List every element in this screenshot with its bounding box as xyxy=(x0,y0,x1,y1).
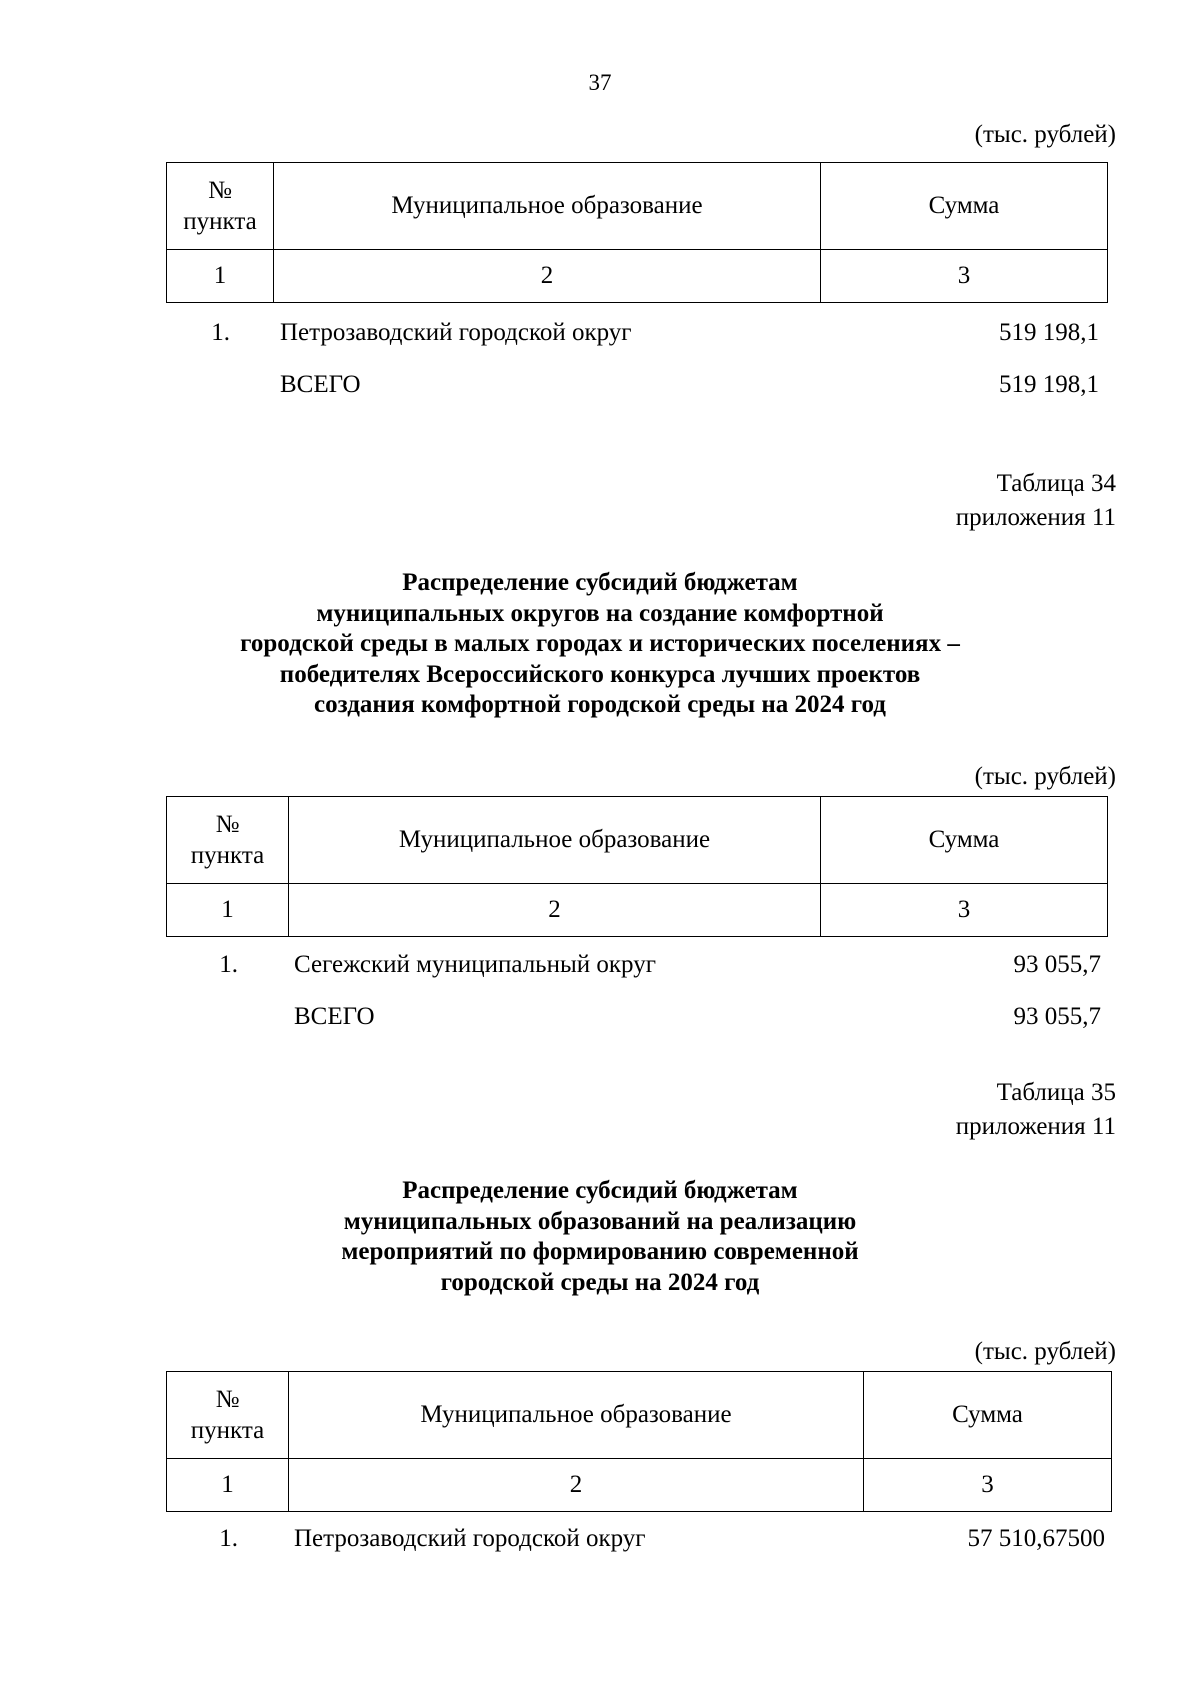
header-num: № пункта xyxy=(167,797,289,884)
table-number: Таблица 35 xyxy=(996,1079,1116,1106)
header-num: № пункта xyxy=(167,163,274,250)
title-line: мероприятий по формированию современной xyxy=(341,1238,859,1265)
row-sum: 57 510,67500 xyxy=(967,1525,1105,1552)
title-line: Распределение субсидий бюджетам xyxy=(402,569,798,596)
table-row-total xyxy=(166,368,1107,402)
row-number: 1. xyxy=(219,951,238,978)
row-municipality: Сегежский муниципальный округ xyxy=(294,951,656,978)
table-header xyxy=(166,162,1108,303)
header-col-1: 1 xyxy=(167,884,289,937)
total-label: ВСЕГО xyxy=(280,371,361,398)
header-municipality: Муниципальное образование xyxy=(274,163,821,250)
header-sum: Сумма xyxy=(821,797,1108,884)
header-municipality: Муниципальное образование xyxy=(289,1372,864,1459)
title-line: муниципальных округов на создание комфортной xyxy=(316,599,884,627)
unit-label: (тыс. рублей) xyxy=(974,1338,1116,1365)
appendix-reference: приложения 11 xyxy=(955,1113,1116,1140)
appendix-reference: приложения 11 xyxy=(955,504,1116,531)
row-number: 1. xyxy=(219,1525,238,1552)
header-col-3: 3 xyxy=(864,1459,1112,1512)
table-number: Таблица 34 xyxy=(996,470,1116,497)
title-line: городской среды на 2024 год xyxy=(440,1268,760,1296)
header-col-3: 3 xyxy=(821,250,1108,303)
page-number: 37 xyxy=(588,70,612,95)
row-municipality: Петрозаводский городской округ xyxy=(280,319,632,346)
table-35-header xyxy=(166,1371,1112,1512)
header-sum: Сумма xyxy=(864,1372,1112,1459)
header-col-1: 1 xyxy=(167,250,274,303)
table-34-header xyxy=(166,796,1108,937)
table-row xyxy=(166,1522,1111,1556)
header-col-2: 2 xyxy=(289,1459,864,1512)
row-municipality: Петрозаводский городской округ xyxy=(294,1525,646,1552)
table-34-label xyxy=(956,467,1116,535)
title-line: городской среды в малых городах и исторических поселениях – xyxy=(240,630,960,657)
title-line: создания комфортной городской среды на 2024 год xyxy=(314,691,886,718)
total-label: ВСЕГО xyxy=(294,1003,375,1030)
table-row xyxy=(166,316,1107,350)
table-35-label xyxy=(956,1076,1116,1144)
header-col-1: 1 xyxy=(167,1459,289,1512)
header-num: № пункта xyxy=(167,1372,289,1459)
title-line: Распределение субсидий бюджетам xyxy=(402,1177,798,1204)
header-col-3: 3 xyxy=(821,884,1108,937)
table-34-title xyxy=(0,568,1200,721)
table-35-title xyxy=(0,1176,1200,1298)
unit-label: (тыс. рублей) xyxy=(974,121,1116,148)
total-sum: 519 198,1 xyxy=(999,371,1099,398)
row-number: 1. xyxy=(211,319,230,346)
unit-label: (тыс. рублей) xyxy=(974,763,1116,790)
row-sum: 93 055,7 xyxy=(1013,951,1101,978)
header-sum: Сумма xyxy=(821,163,1108,250)
row-sum: 519 198,1 xyxy=(999,319,1099,346)
header-col-2: 2 xyxy=(289,884,821,937)
header-municipality: Муниципальное образование xyxy=(289,797,821,884)
title-line: победителях Всероссийского конкурса лучших проектов xyxy=(279,660,921,688)
table-row xyxy=(166,948,1107,982)
title-line: муниципальных образований на реализацию xyxy=(343,1207,857,1235)
table-row-total xyxy=(166,1000,1107,1034)
total-sum: 93 055,7 xyxy=(1013,1003,1101,1030)
header-col-2: 2 xyxy=(274,250,821,303)
